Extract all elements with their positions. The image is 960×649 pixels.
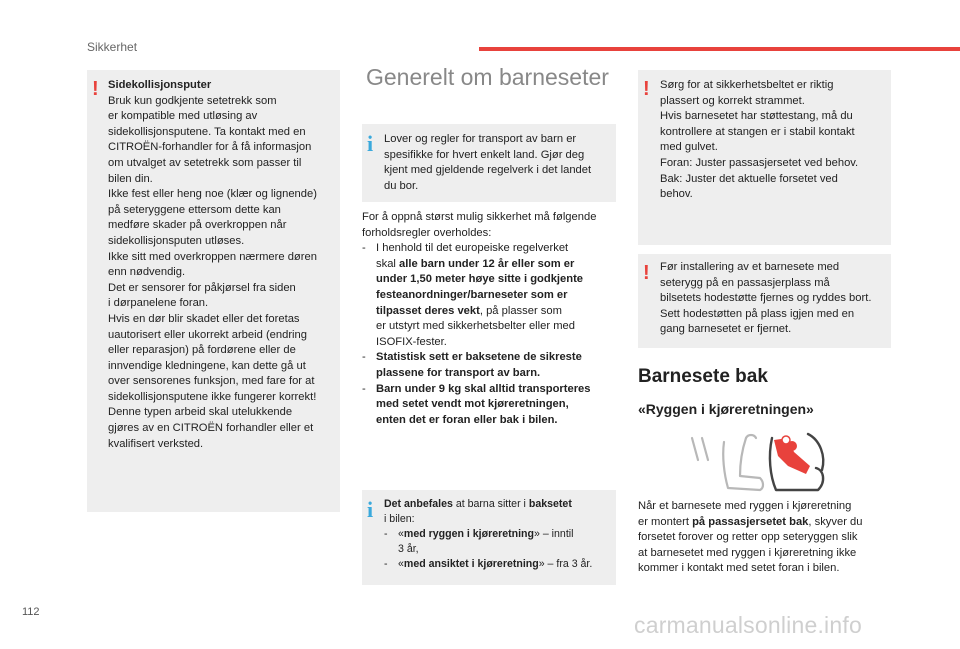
text-line: Barn under 9 kg skal alltid transporteres [376,382,591,395]
text-line: Hvis barnesetet har støttestang, må du [660,110,853,123]
text-line: på seteryggene ettersom dette kan [108,203,281,216]
text-line: ISOFIX-fester. [376,335,447,348]
list-item [384,557,592,572]
text-line: sidekollisjonsputene. Ta kontakt med en [108,125,306,138]
text-line: med gulvet. [660,141,718,154]
text-line: Når et barnesete med ryggen i kjøreretning [638,500,852,512]
recommendation-text [384,497,592,572]
text-line: CITROËN-forhandler for å få informasjon [108,141,312,154]
text-line: over sensorenes funksjon, med fare for at [108,375,315,388]
headrest-warning-text [660,260,871,338]
text-line: er utstyrt med sikkerhetsbelter eller med [376,320,575,333]
text-line: bilsetets hodestøtte fjernes og ryddes bort. [660,292,872,305]
belt-warning-text [660,78,858,203]
text-line: om utvalget av setetrekk som passer til [108,156,302,169]
text-line: gang barnesetet er fjernet. [660,323,792,336]
header-accent-bar [479,47,960,51]
text-line: Sett hodestøtten på plass igjen med en [660,307,855,320]
text-line: Sørg for at sikkerhetsbeltet er riktig [660,79,834,91]
subheading: «Ryggen i kjøreretningen» [638,401,814,417]
text-line: er kompatible med utløsing av [108,110,258,123]
text-line: kjent med gjeldende regelverk i det landet [384,164,592,177]
text-line: medføre skader på overkroppen når [108,219,287,232]
rearward-child-seat-illustration [688,430,830,494]
list-item [362,350,618,366]
text-line: tilpasset deres vekt, på plasser som [376,304,562,317]
text-line: innvendige kledningene, kan dette gå ut [108,359,306,372]
section-heading: Barnesete bak [638,366,768,387]
text-line: Lover og regler for transport av barn er [384,133,577,145]
text-line: i dørpanelene foran. [108,297,209,310]
page-number: 112 [22,606,40,618]
list-item [384,527,592,542]
text-line: enn nødvendig. [108,266,186,279]
text-line: enten det er foran eller bak i bilen. [376,413,558,426]
text-line: Ikke sitt med overkroppen nærmere døren [108,250,317,263]
section-heading: Generelt om barneseter [366,64,609,90]
text-line: spesifikke for hvert enkelt land. Gjør deg [384,148,585,161]
warning-icon: ! [92,78,99,100]
text-line: bilen din. [108,172,153,185]
text-line: uautorisert eller ukorrekt arbeid (endring [108,328,307,341]
list-dash: - [362,351,366,364]
list-dash: - [384,528,388,540]
text-line: kontrollere at stangen er i stabil kontakt [660,125,855,138]
text-line: Denne typen arbeid skal utelukkende [108,406,293,419]
text-line: behov. [660,188,693,201]
airbag-warning-text [108,78,317,452]
text-line: eller reparasjon) på fordørene eller de [108,344,296,357]
info-icon: i [367,497,374,522]
text-line: Ikke fest eller heng noe (klær og lignende) [108,188,317,201]
text-line: forholdsregler overholdes: [362,226,492,239]
info-icon: i [367,131,374,156]
list-item [362,382,618,398]
text-line: kommer i kontakt med setet foran i bilen. [638,562,840,575]
text-line: Bruk kun godkjente setetrekk som [108,94,277,107]
text-line: forsetet forover og retter opp seteryggen slik [638,531,858,544]
text-line: gjøres av en CITROËN forhandler eller et [108,422,314,435]
list-dash: - [384,558,388,570]
text-line: Før installering av et barnesete med [660,261,840,273]
text-line: Bak: Juster det aktuelle forsetet ved [660,172,838,185]
section-label: Sikkerhet [87,40,138,54]
text-line: Det er sensorer for påkjørsel fra siden [108,281,296,294]
text-line: festeanordninger/barneseter som er [376,288,568,301]
text-line: 3 år, [398,543,419,555]
rear-seat-paragraph [638,499,862,577]
list-item [362,241,618,257]
list-dash: - [362,242,366,255]
text-line: med setet vendt mot kjøreretningen, [376,398,569,411]
safety-rules-text [362,210,618,428]
text-line: plassert og korrekt strammet. [660,94,805,107]
warning-icon: ! [643,78,650,100]
text-line: under 1,50 meter høye sitte i godkjente [376,273,584,286]
text-line: skal alle barn under 12 år eller som er [376,257,575,270]
watermark: carmanualsonline.info [634,612,862,638]
warning-icon: ! [643,262,650,284]
text-line: kvalifisert verksted. [108,437,204,450]
text-line: «med ryggen i kjøreretning» – inntil [398,528,574,540]
text-line: seterygg på en passasjerplass må [660,276,830,289]
text-line: «med ansiktet i kjøreretning» – fra 3 år. [398,558,593,570]
text-line: For å oppnå størst mulig sikkerhet må følgende [362,211,597,223]
info-regulations-text [384,132,591,194]
text-line: plassene for transport av barn. [376,366,541,379]
text-line: er montert på passasjersetet bak, skyver du [638,515,863,528]
text-line: Det anbefales at barna sitter i baksetet [384,498,572,510]
text-line: i bilen: [384,513,415,525]
text-line: at barnesetet med ryggen i kjøreretning ikke [638,546,857,559]
text-line: Hvis en dør blir skadet eller det foretas [108,312,300,325]
text-line: Statistisk sett er baksetene de sikreste [376,351,582,364]
text-line: I henhold til det europeiske regelverket [376,242,569,255]
text-line: sidekollisjonsputene ikke fungerer korrekt! [108,390,317,403]
text-line: Foran: Juster passasjersetet ved behov. [660,156,859,169]
list-dash: - [362,382,366,395]
warning-title: Sidekollisjonsputer [108,79,212,91]
text-line: sidekollisjonsputen utløses. [108,234,245,247]
text-line: du bor. [384,179,419,192]
